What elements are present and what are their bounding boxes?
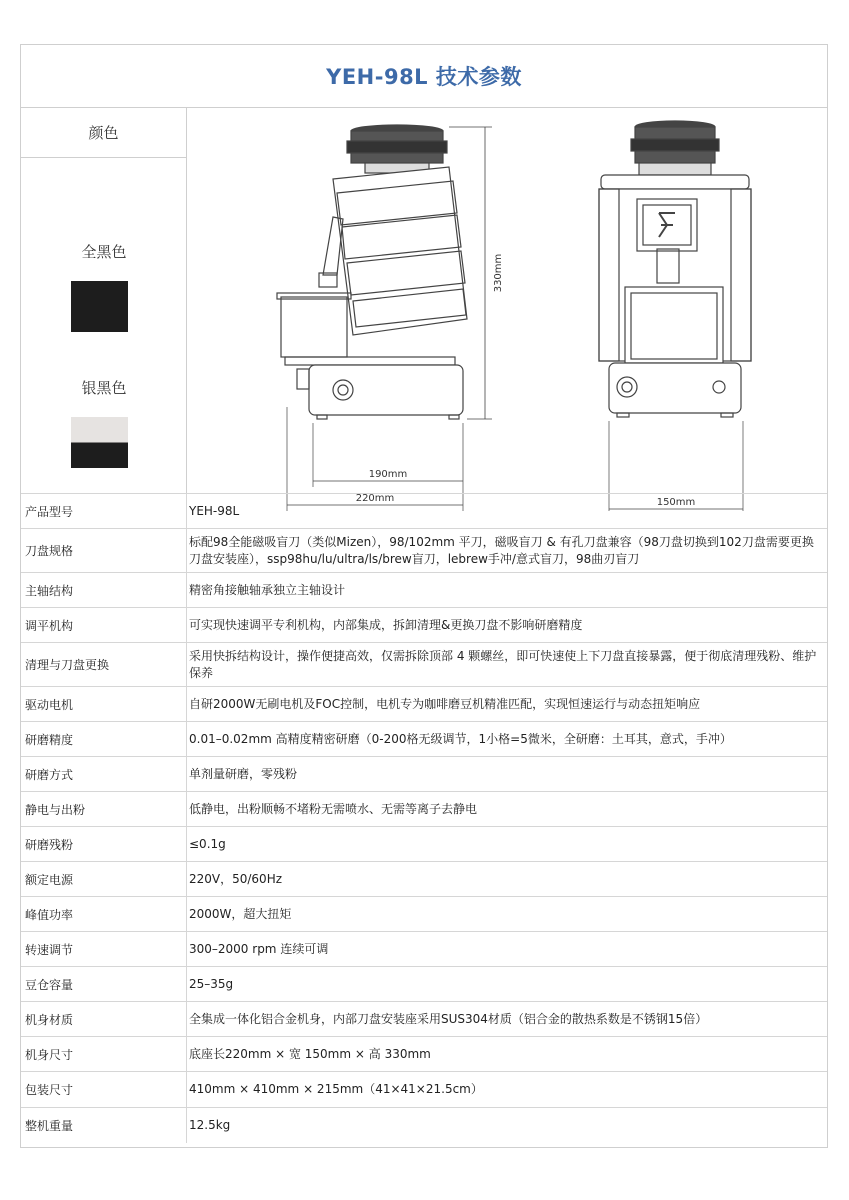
spec-row (21, 642, 827, 686)
spec-label: 调平机构 (21, 608, 187, 642)
color-options (21, 107, 187, 493)
spec-row (21, 1001, 827, 1036)
spec-row (21, 493, 827, 528)
dimension-width: 150mm (656, 497, 696, 508)
spec-row (21, 791, 827, 826)
spec-sheet (20, 44, 828, 1148)
spec-row (21, 721, 827, 756)
spec-value: 12.5kg (189, 1118, 231, 1132)
spec-label: 额定电源 (21, 862, 187, 896)
spec-label: 研磨方式 (21, 757, 187, 791)
spec-row (21, 826, 827, 861)
spec-value: 自研2000W无刷电机及FOC控制，电机专为咖啡磨豆机精准匹配，实现恒速运行与动态扭矩响应 (189, 696, 701, 711)
spec-value: 300–2000 rpm 连续可调 (189, 941, 329, 956)
spec-value: 底座长220mm × 宽 150mm × 高 330mm (189, 1046, 431, 1061)
swatch-silver-black (71, 417, 128, 468)
page-title: YEH-98L 技术参数 (21, 45, 827, 108)
dimension-base-outer: 220mm (355, 493, 395, 504)
color-label-silver-black: 银黑色 (81, 379, 127, 397)
spec-label: 整机重量 (21, 1108, 187, 1143)
swatch-black (71, 281, 128, 332)
spec-label: 机身材质 (21, 1002, 187, 1036)
spec-label: 静电与出粉 (21, 792, 187, 826)
spec-row (21, 1036, 827, 1071)
spec-value: 单剂量研磨，零残粉 (189, 766, 298, 781)
spec-label: 产品型号 (21, 494, 187, 528)
spec-label: 驱动电机 (21, 687, 187, 721)
spec-row (21, 607, 827, 642)
spec-row (21, 1107, 827, 1143)
spec-value: 全集成一体化铝合金机身，内部刀盘安装座采用SUS304材质（铝合金的散热系数是不锈钢15倍） (189, 1011, 708, 1026)
color-label-black: 全黑色 (81, 243, 127, 261)
spec-value: 采用快拆结构设计，操作便捷高效，仅需拆除顶部 4 颗螺丝，即可快速使上下刀盘直接暴露，便于彻底清理残粉、维护保养 (189, 648, 817, 680)
spec-label: 刀盘规格 (21, 529, 187, 572)
spec-label: 机身尺寸 (21, 1037, 187, 1071)
spec-value: 2000W，超大扭矩 (189, 906, 292, 921)
spec-row (21, 528, 827, 572)
spec-value: 0.01–0.02mm 高精度精密研磨（0-200格无级调节，1小格=5微米，全研磨：土耳其，意式，手冲） (189, 731, 732, 746)
spec-label: 包装尺寸 (21, 1072, 187, 1107)
spec-value: 410mm × 410mm × 215mm（41×41×21.5cm） (189, 1082, 483, 1096)
spec-row (21, 686, 827, 721)
spec-row (21, 1071, 827, 1107)
dimension-height: 330mm (493, 253, 504, 293)
product-drawing (187, 107, 827, 508)
spec-value: ≤0.1g (189, 836, 226, 851)
spec-value: 220V，50/60Hz (189, 871, 283, 886)
spec-row (21, 931, 827, 966)
spec-row (21, 861, 827, 896)
spec-label: 研磨残粉 (21, 827, 187, 861)
spec-label: 研磨精度 (21, 722, 187, 756)
color-header: 颜色 (21, 107, 186, 158)
spec-row (21, 756, 827, 791)
dimension-base-inner: 190mm (368, 469, 408, 480)
spec-value: 标配98全能磁吸盲刀（类似Mizen），98/102mm 平刀，磁吸盲刀 & 有孔刀盘兼容（98刀盘切换到102刀盘需要更换刀盘安装座），ssp98hu/lu/ultra/ls/brew盲刀，lebrew手冲/意式盲刀，98曲刃盲刀 (189, 534, 814, 566)
spec-label: 清理与刀盘更换 (21, 643, 187, 686)
spec-row (21, 966, 827, 1001)
spec-value: 精密角接触轴承独立主轴设计 (189, 582, 346, 597)
spec-label: 峰值功率 (21, 897, 187, 931)
spec-label: 主轴结构 (21, 573, 187, 607)
spec-row (21, 896, 827, 931)
grinder-technical-drawing (187, 107, 827, 508)
spec-label: 转速调节 (21, 932, 187, 966)
spec-value: 低静电，出粉顺畅不堵粉无需喷水、无需等离子去静电 (189, 801, 478, 816)
spec-value: 可实现快速调平专利机构，内部集成，拆卸清理&更换刀盘不影响研磨精度 (189, 617, 583, 632)
spec-value: YEH-98L (189, 503, 240, 518)
spec-label: 豆仓容量 (21, 967, 187, 1001)
spec-row (21, 572, 827, 607)
spec-table (21, 493, 827, 1143)
spec-value: 25–35g (189, 976, 234, 991)
